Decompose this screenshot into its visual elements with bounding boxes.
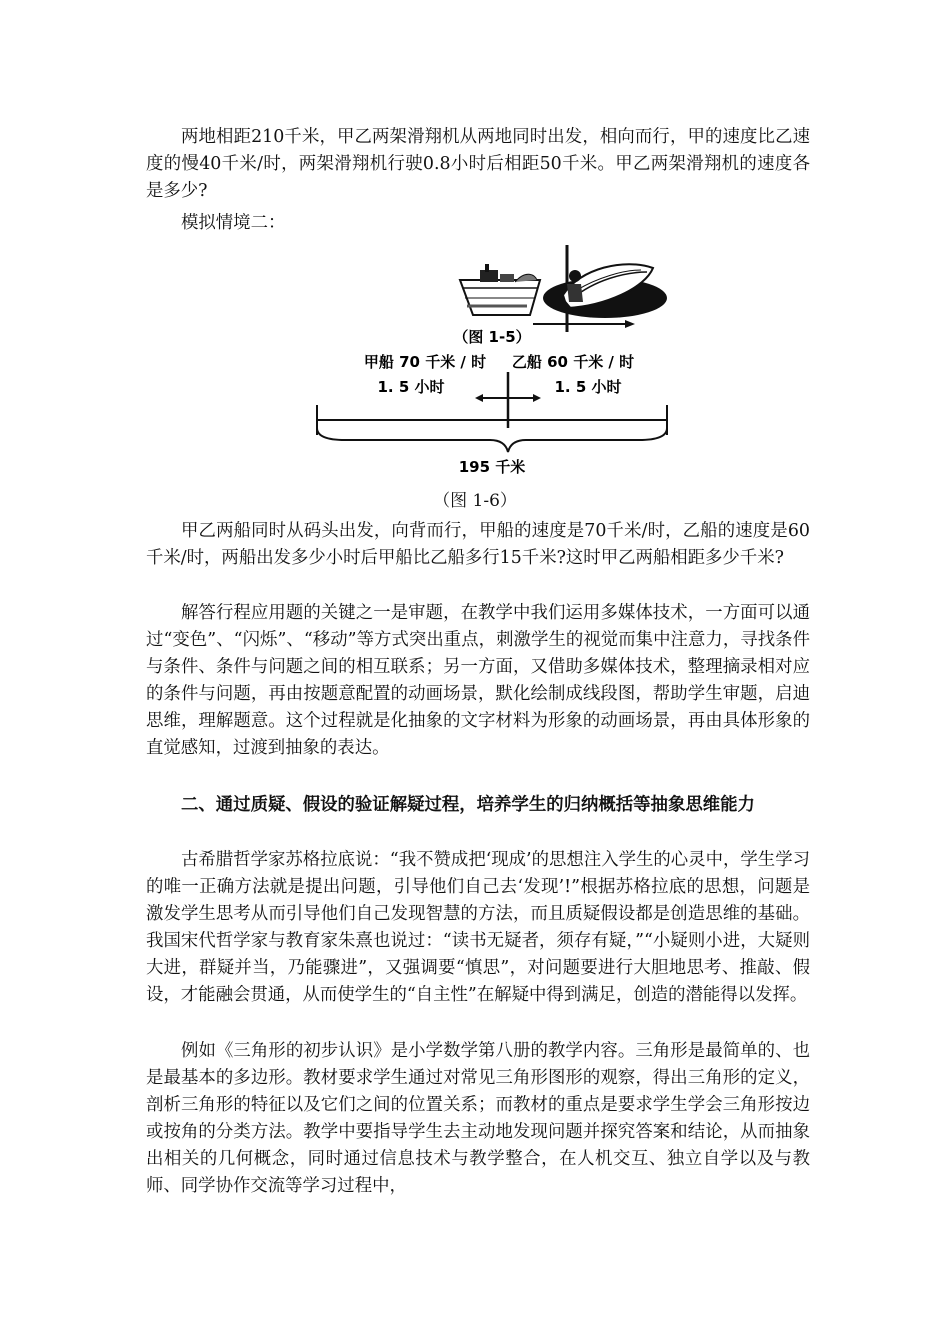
left-time-label: 1. 5 小时 — [377, 378, 445, 396]
section-heading: 二、通过质疑、假设的验证解疑过程，培养学生的归纳概括等抽象思维能力 — [181, 795, 755, 815]
problem-paragraph-boats: 甲乙两船同时从码头出发，向背而行，甲船的速度是70千米/时，乙船的速度是60千米/时，两船出发多少小时后甲船比乙船多行15千米?这时甲乙两船相距多少千米? — [146, 521, 810, 568]
scenario-two-label: 模拟情境二： — [181, 213, 286, 233]
figure-caption-inner: （图 1-5） — [453, 328, 531, 346]
figure-caption: （图 1-6） — [433, 491, 517, 511]
right-time-label: 1. 5 小时 — [554, 378, 622, 396]
boat-a-speed-label: 甲船 70 千米 / 时 — [363, 353, 487, 371]
total-distance-label: 195 千米 — [458, 458, 526, 476]
boat-b-illustration — [543, 264, 667, 318]
boat-a-illustration — [460, 264, 540, 315]
boat-b-speed-label: 乙船 60 千米 / 时 — [511, 353, 635, 371]
boat-diagram — [305, 240, 675, 480]
triangle-example-paragraph: 例如《三角形的初步认识》是小学数学第八册的教学内容。三角形是最简单的、也是最基本的多边形。教材要求学生通过对常见三角形图形的观察，得出三角形的定义，剖析三角形的特征以及它们之间的位置关系；而教材的重点是要求学生学会三角形按边或按角的分类方法。教学中要指导学生去主动地发现问题并探究答案和结论，从而抽象出相关的几何概念，同时通过信息技术与教学整合，在人机交互、独立自学以及与教师、同学协作交流等学习过程中， — [146, 1041, 810, 1196]
problem-paragraph-gliders: 两地相距210千米，甲乙两架滑翔机从两地同时出发，相向而行，甲的速度比乙速度的慢40千米/时，两架滑翔机行驶0.8小时后相距50千米。甲乙两架滑翔机的速度各是多少? — [146, 127, 810, 201]
total-distance-brace — [317, 428, 667, 452]
socrates-paragraph: 古希腊哲学家苏格拉底说：“我不赞成把‘现成’的思想注入学生的心灵中，学生学习的唯一正确方法就是提出问题，引导他们自己去‘发现’!”根据苏格拉底的思想，问题是激发学生思考从而引导他们自己发现智慧的方法，而且质疑假设都是创造思维的基础。我国宋代哲学家与教育家朱熹也说过：“读书无疑者，须存有疑，”“小疑则小进，大疑则大进，群疑并当，乃能骤进”，又强调要“慎思”，对问题要进行大胆地思考、推敲、假设，才能融会贯通，从而使学生的“自主性”在解疑中得到满足，创造的潜能得以发挥。 — [146, 850, 810, 1005]
analysis-paragraph: 解答行程应用题的关键之一是审题，在教学中我们运用多媒体技术，一方面可以通过“变色”、“闪烁”、“移动”等方式突出重点，刺激学生的视觉而集中注意力，寻找条件与条件、条件与问题之间的相互联系；另一方面，又借助多媒体技术，整理摘录相对应的条件与问题，再由按题意配置的动画场景，默化绘制成线段图，帮助学生审题，启迪思维，理解题意。这个过程就是化抽象的文字材料为形象的动画场景，再由具体形象的直觉感知，过渡到抽象的表达。 — [146, 603, 810, 758]
boat-figure — [305, 240, 675, 480]
